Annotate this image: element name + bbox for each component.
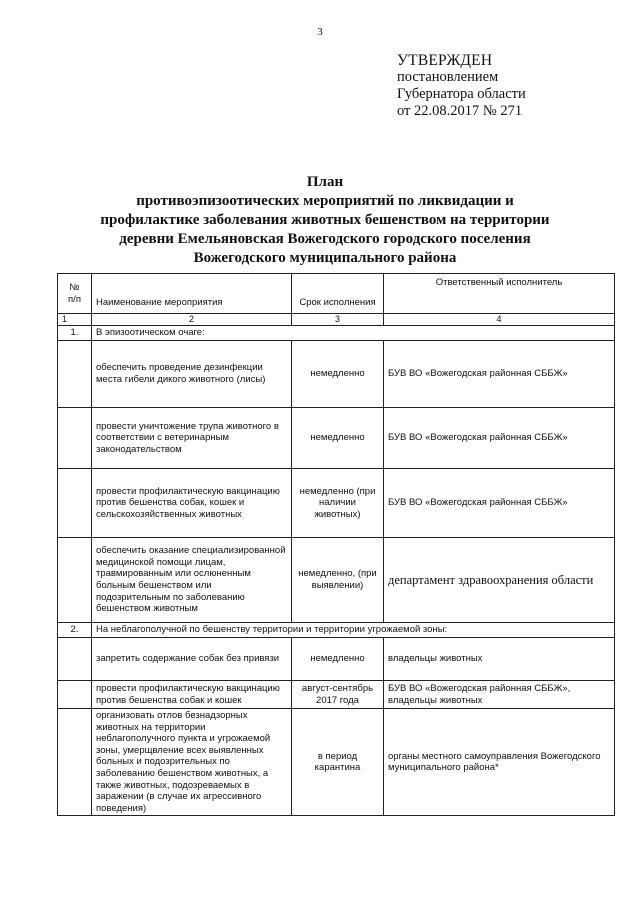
document-title	[80, 173, 570, 268]
title-line: противоэпизоотических мероприятий по ликвидации и	[136, 193, 514, 209]
measure-cell: провести профилактическую вакцинацию против бешенства собак, кошек и сельскохозяйственных животных	[92, 469, 292, 538]
column-index: 3	[292, 314, 384, 326]
title-line: деревни Емельяновская Вожегодского городского поселения	[119, 231, 531, 247]
table-row	[58, 341, 615, 408]
measure-cell: провести профилактическую вакцинацию против бешенства собак и кошек	[92, 681, 292, 709]
table-row	[58, 538, 615, 623]
responsible-cell: владельцы животных	[384, 638, 615, 681]
number-cell	[58, 469, 92, 538]
number-cell	[58, 709, 92, 816]
number-cell	[58, 341, 92, 408]
term-cell: в период карантина	[292, 709, 384, 816]
measure-cell: провести уничтожение трупа животного в соответствии с ветеринарным законодательством	[92, 408, 292, 469]
table-header-row	[58, 274, 615, 314]
number-cell	[58, 538, 92, 623]
section-row	[58, 623, 615, 638]
section-number: 1.	[58, 326, 92, 341]
measure-cell: обеспечить проведение дезинфекции места гибели дикого животного (лисы)	[92, 341, 292, 408]
number-cell	[58, 408, 92, 469]
approval-line: Губернатора области	[397, 86, 526, 102]
responsible-cell: БУВ ВО «Вожегодская районная СББЖ»	[384, 469, 615, 538]
responsible-cell: БУВ ВО «Вожегодская районная СББЖ»	[384, 341, 615, 408]
term-cell: немедленно	[292, 408, 384, 469]
section-number: 2.	[58, 623, 92, 638]
responsible-cell: департамент здравоохранения области	[384, 538, 615, 623]
plan-table	[57, 273, 615, 816]
column-index: 2	[92, 314, 292, 326]
approval-line: УТВЕРЖДЕН	[397, 52, 493, 69]
title-line: План	[306, 174, 344, 190]
term-cell: немедленно	[292, 341, 384, 408]
measure-cell: организовать отлов безнадзорных животных на территории неблагополучного пункта и угрожаемой зоны, умерщвление всех выявленных больных и подозрительных по заболеванию бешенством животных, а также животных, подозреваемых в заражении (в случае их агрессивного поведения)	[92, 709, 292, 816]
table-row	[58, 469, 615, 538]
responsible-cell: органы местного самоуправления Вожегодского муниципального района*	[384, 709, 615, 816]
measure-cell: обеспечить оказание специализированной медицинской помощи лицам, травмированным или ослюненным больным бешенством или подозрительным по заболеванию бешенством животным	[92, 538, 292, 623]
responsible-cell: БУВ ВО «Вожегодская районная СББЖ», владельцы животных	[384, 681, 615, 709]
table-row	[58, 681, 615, 709]
section-row	[58, 326, 615, 341]
term-cell: август-сентябрь 2017 года	[292, 681, 384, 709]
responsible-cell: БУВ ВО «Вожегодская районная СББЖ»	[384, 408, 615, 469]
table-row	[58, 709, 615, 816]
title-line: Вожегодского муниципального района	[193, 250, 457, 266]
table-row	[58, 408, 615, 469]
header-name: Наименование мероприятия	[92, 274, 292, 314]
approval-line: постановлением	[397, 69, 499, 85]
number-cell	[58, 638, 92, 681]
header-responsible: Ответственный исполнитель	[384, 274, 615, 314]
term-cell: немедленно (при наличии животных)	[292, 469, 384, 538]
approval-line: от 22.08.2017 № 271	[397, 103, 523, 119]
approval-stamp	[397, 52, 526, 120]
title-line: профилактике заболевания животных бешенством на территории	[100, 212, 550, 228]
term-cell: немедленно	[292, 638, 384, 681]
measure-cell: запретить содержание собак без привязи	[92, 638, 292, 681]
column-index-row	[58, 314, 615, 326]
header-term: Срок исполнения	[292, 274, 384, 314]
header-number-abbr: п/п	[68, 293, 81, 305]
table-row	[58, 638, 615, 681]
header-number-sign: №	[69, 281, 80, 293]
column-index: 1	[58, 314, 92, 326]
column-index: 4	[384, 314, 615, 326]
term-cell: немедленно, (при выявлении)	[292, 538, 384, 623]
section-heading: В эпизоотическом очаге:	[92, 326, 615, 341]
header-number	[58, 274, 92, 314]
number-cell	[58, 681, 92, 709]
page-number: 3	[317, 26, 323, 38]
section-heading: На неблагополучной по бешенству территории и территории угрожаемой зоны:	[92, 623, 615, 638]
